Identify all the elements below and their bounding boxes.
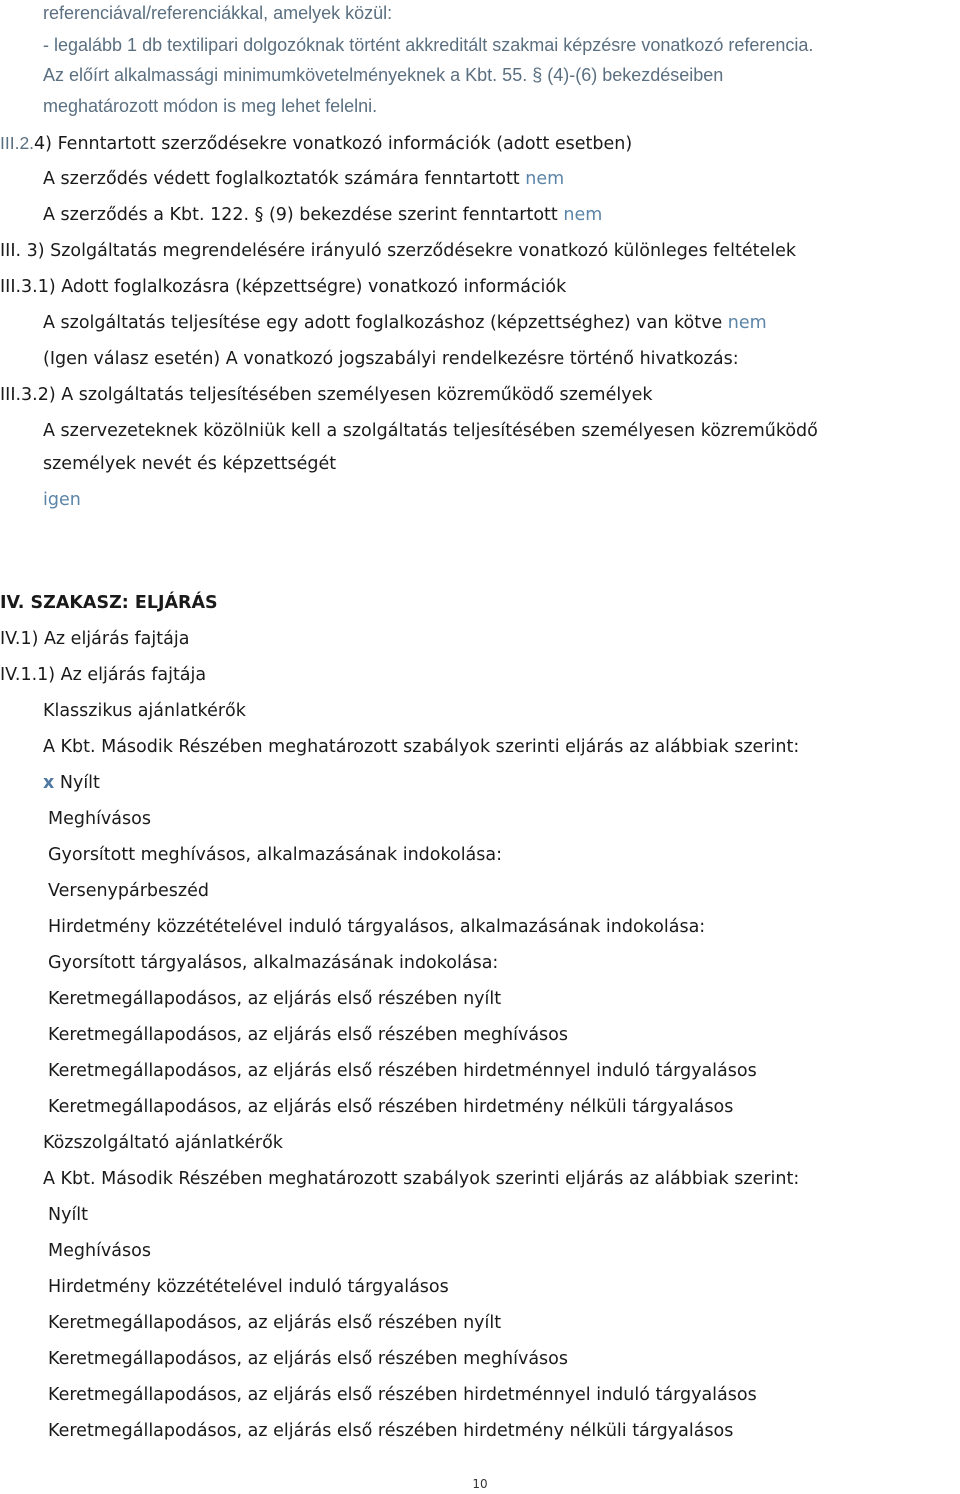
reserved-kbt-row (43, 204, 602, 226)
classic-option: Keretmegállapodásos, az eljárás első részében hirdetménnyel induló tárgyalásos (48, 1061, 757, 1081)
section-heading-iii-2-4 (0, 132, 632, 155)
classic-option: Keretmegállapodásos, az eljárás első részében hirdetmény nélküli tárgyalásos (48, 1097, 734, 1117)
ref-note-line2: meghatározott módon is meg lehet felelni. (43, 96, 378, 116)
classic-heading: Klasszikus ajánlatkérők (43, 701, 246, 721)
public-option: Keretmegállapodásos, az eljárás első részében hirdetmény nélküli tárgyalásos (48, 1421, 734, 1441)
row-label: A szerződés a Kbt. 122. § (9) bekezdése szerint fenntartott (43, 205, 558, 225)
classic-option: Versenypárbeszéd (48, 881, 209, 901)
option-label: Nyílt (59, 773, 100, 793)
public-intro: A Kbt. Második Részében meghatározott szabályok szerinti eljárás az alábbiak szerint: (43, 1169, 800, 1189)
row-label: A szolgáltatás teljesítése egy adott foglalkozáshoz (képzettséghez) van kötve (43, 313, 723, 333)
classic-option: Gyorsított tárgyalásos, alkalmazásának indokolása: (48, 953, 499, 973)
profession-note: (Igen válasz esetén) A vonatkozó jogszabályi rendelkezésre történő hivatkozás: (43, 349, 739, 369)
public-heading: Közszolgáltató ajánlatkérők (43, 1133, 283, 1153)
classic-option: Gyorsított meghívásos, alkalmazásának indokolása: (48, 845, 503, 865)
section-heading-iii-3: III. 3) Szolgáltatás megrendelésére irányuló szerződésekre vonatkozó különleges feltételek (0, 241, 797, 261)
staff-value: igen (43, 490, 81, 510)
classic-option-row (43, 772, 100, 794)
public-option: Meghívásos (48, 1241, 151, 1261)
section-title-iv: IV. SZAKASZ: ELJÁRÁS (0, 593, 218, 613)
ref-item: - legalább 1 db textilipari dolgozóknak történt akkreditált szakmai képzésre vonatkozó referencia. (43, 35, 814, 55)
public-option: Keretmegállapodásos, az eljárás első részében nyílt (48, 1313, 502, 1333)
row-value: nem (525, 169, 565, 189)
public-option: Nyílt (48, 1205, 89, 1225)
section-heading-iii-3-2: III.3.2) A szolgáltatás teljesítésében személyesen közreműködő személyek (0, 385, 653, 405)
selected-mark: x (43, 773, 55, 793)
ref-note-line1: Az előírt alkalmassági minimumkövetelményeknek a Kbt. 55. § (4)-(6) bekezdéseiben (43, 65, 724, 85)
classic-option: Meghívásos (48, 809, 151, 829)
staff-text-line2: személyek nevét és képzettségét (43, 454, 337, 474)
classic-option: Keretmegállapodásos, az eljárás első részében nyílt (48, 989, 502, 1009)
heading-text: 4) Fenntartott szerződésekre vonatkozó információk (adott esetben) (34, 134, 633, 154)
row-value: nem (727, 313, 767, 333)
row-label: A szerződés védett foglalkoztatók számára fenntartott (43, 169, 520, 189)
section-heading-iv-1: IV.1) Az eljárás fajtája (0, 629, 190, 649)
public-option: Keretmegállapodásos, az eljárás első részében hirdetménnyel induló tárgyalásos (48, 1385, 757, 1405)
ref-intro: referenciával/referenciákkal, amelyek közül: (43, 3, 393, 23)
staff-text-line1: A szervezeteknek közölniük kell a szolgáltatás teljesítésében személyesen közreműködő (43, 421, 818, 441)
row-value: nem (563, 205, 603, 225)
public-option: Hirdetmény közzétételével induló tárgyalásos (48, 1277, 449, 1297)
section-heading-iv-1-1: IV.1.1) Az eljárás fajtája (0, 665, 207, 685)
public-option: Keretmegállapodásos, az eljárás első részében meghívásos (48, 1349, 568, 1369)
classic-intro: A Kbt. Második Részében meghatározott szabályok szerinti eljárás az alábbiak szerint: (43, 737, 800, 757)
heading-number: III.2. (0, 133, 35, 153)
reserved-protected-row (43, 168, 564, 190)
section-heading-iii-3-1: III.3.1) Adott foglalkozásra (képzettségre) vonatkozó információk (0, 277, 567, 297)
page-number: 10 (472, 1477, 488, 1491)
profession-row (43, 312, 767, 334)
classic-option: Keretmegállapodásos, az eljárás első részében meghívásos (48, 1025, 568, 1045)
classic-option: Hirdetmény közzétételével induló tárgyalásos, alkalmazásának indokolása: (48, 917, 706, 937)
